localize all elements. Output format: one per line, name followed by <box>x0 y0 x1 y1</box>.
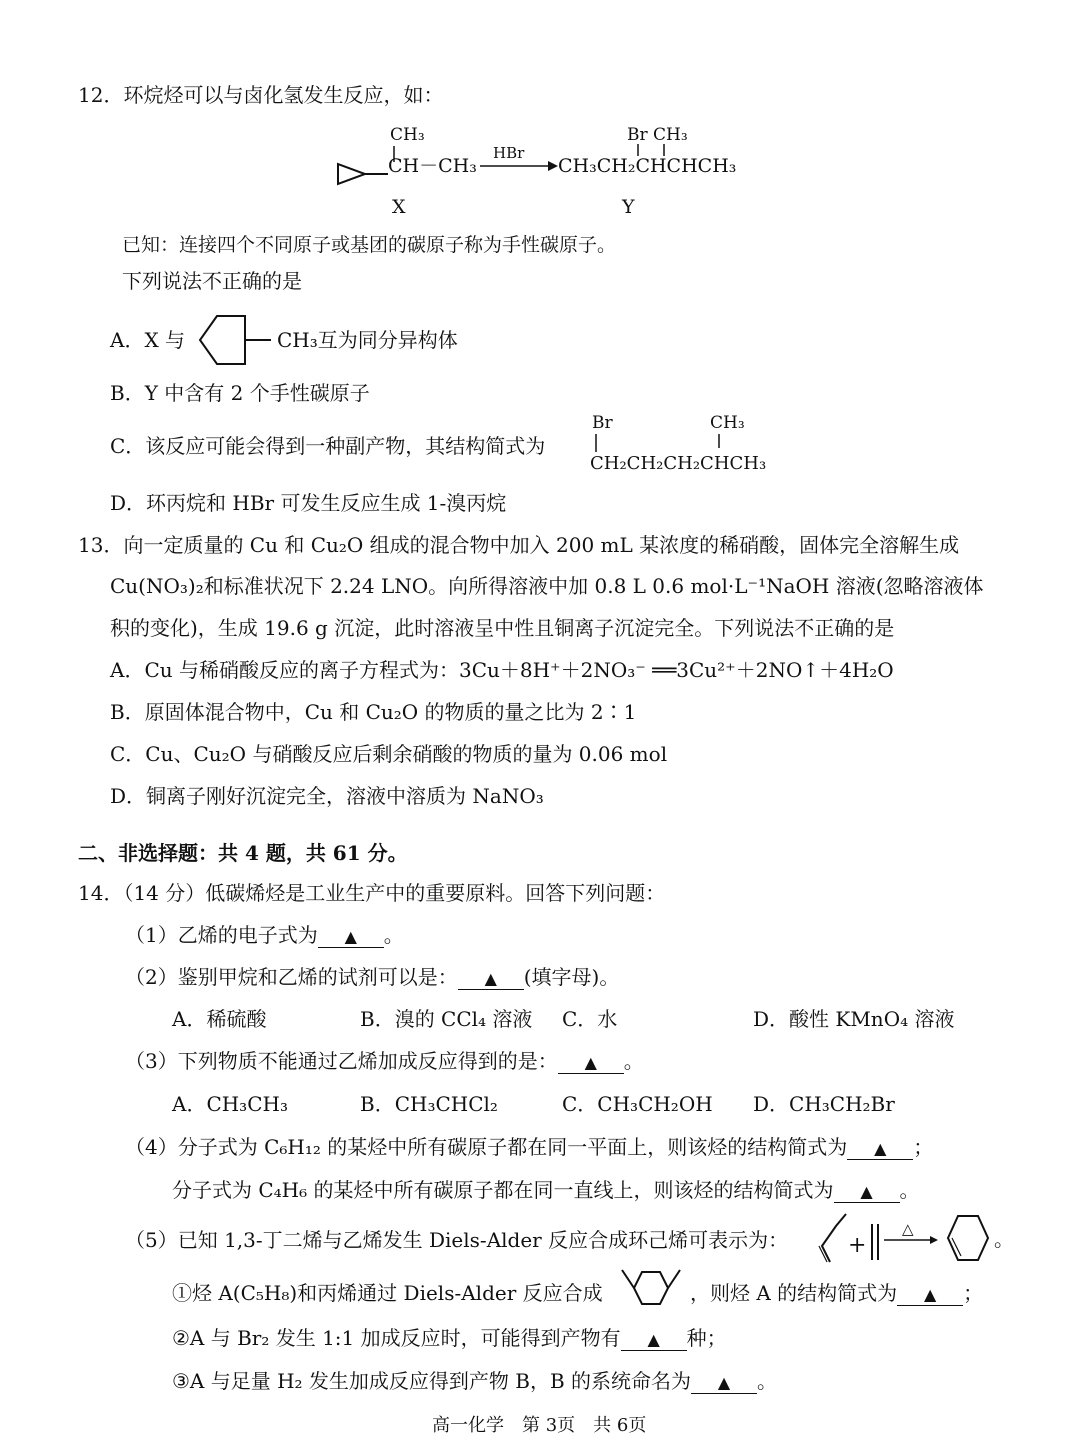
y-label: Y <box>622 196 635 218</box>
q12-stem: 12．环烷烃可以与卤化氢发生反应，如： <box>78 83 444 107</box>
q14-p2-option-b: B．溴的 CCl₄ 溶液 <box>360 1007 533 1031</box>
q14-part3-text: （3）下列物质不能通过乙烯加成反应得到的是： <box>125 1049 558 1073</box>
cyclohexene-ring-icon <box>948 1216 988 1260</box>
cyclopropane-ring <box>338 164 365 184</box>
reagent-label: HBr <box>493 144 525 162</box>
q12-known: 已知：连接四个不同原子或基团的碳原子称为手性碳原子。 <box>122 234 617 256</box>
q14-part1 <box>125 922 404 948</box>
y-substituents: Br CH₃ <box>627 125 688 145</box>
q14-part4-line1 <box>125 1134 933 1160</box>
q13-option-c: C．Cu、Cu₂O 与硝酸反应后剩余硝酸的物质的量为 0.06 mol <box>110 742 668 766</box>
q14-part2-text: （2）鉴别甲烷和乙烯的试剂可以是： <box>125 965 458 989</box>
q14-p3-option-b: B．CH₃CHCl₂ <box>360 1092 498 1116</box>
q14-sub1-end: ； <box>963 1281 984 1305</box>
q14-part3 <box>125 1048 644 1074</box>
q14-sub3-end: 。 <box>757 1369 778 1393</box>
reaction-arrow-icon <box>548 161 558 171</box>
q14-p3-option-a: A．CH₃CH₃ <box>172 1092 288 1116</box>
q14-part2-end: (填字母)。 <box>523 965 620 989</box>
q12-ask: 下列说法不正确的是 <box>122 269 302 293</box>
heat-icon: △ <box>902 1220 914 1238</box>
q14-p3-option-c: C．CH₃CH₂OH <box>562 1092 713 1116</box>
x-label: X <box>392 196 406 218</box>
y-main-chain: CH₃CH₂CHCHCH₃ <box>558 155 737 177</box>
answer-blank[interactable]: ▲ <box>897 1285 963 1306</box>
answer-blank[interactable]: ▲ <box>558 1053 624 1074</box>
q13-option-a: A．Cu 与稀硝酸反应的离子方程式为：3Cu＋8H⁺＋2NO₃⁻ ══3Cu²⁺＋2NO↑＋4H₂O <box>110 658 894 682</box>
cyclopentane-ring-icon <box>195 312 275 368</box>
q14-p2-option-c: C．水 <box>562 1007 618 1031</box>
q14-part1-text: （1）乙烯的电子式为 <box>125 923 318 947</box>
q14-sub2-text: ②A 与 Br₂ 发生 1:1 加成反应时，可能得到产物有 <box>172 1326 621 1350</box>
q12-option-a-post: CH₃互为同分异构体 <box>277 328 458 352</box>
byproduct-structure <box>588 408 798 478</box>
q14-sub1-post <box>690 1280 983 1306</box>
answer-blank[interactable]: ▲ <box>458 969 524 990</box>
q14-sub3-text: ③A 与足量 H₂ 发生加成反应得到产物 B，B 的系统命名为 <box>172 1369 692 1393</box>
q12-reaction-equation <box>330 118 750 223</box>
answer-blank[interactable]: ▲ <box>621 1330 687 1351</box>
q14-p2-option-a: A．稀硫酸 <box>172 1007 267 1031</box>
q14-part3-end: 。 <box>623 1049 644 1073</box>
byproduct-br: Br <box>592 413 613 433</box>
q13-line3: 积的变化)，生成 19.6 g 沉淀，此时溶液呈中性且铜离子沉淀完全。下列说法不正确的是 <box>110 616 895 640</box>
answer-blank[interactable]: ▲ <box>318 927 384 948</box>
byproduct-formula: CH₂CH₂CH₂CHCH₃ <box>590 453 767 474</box>
section-2-heading: 二、非选择题：共 4 题，共 61 分。 <box>78 841 408 865</box>
answer-blank[interactable]: ▲ <box>691 1373 757 1394</box>
answer-blank[interactable]: ▲ <box>834 1182 900 1203</box>
q12-option-c: C．该反应可能会得到一种副产物，其结构简式为 <box>110 434 546 458</box>
page-footer: 高一化学 第 3页 共 6页 <box>432 1415 647 1436</box>
q14-sub2-end: 种； <box>686 1326 727 1350</box>
q14-part5-end: 。 <box>994 1227 1014 1251</box>
q14-part4b-end: 。 <box>899 1178 920 1202</box>
q14-part1-end: 。 <box>383 923 404 947</box>
q14-sub1-pre: ①烃 A(C₅H₈)和丙烯通过 Diels-Alder 反应合成 <box>172 1281 603 1305</box>
x-substituent: CH₃ <box>390 125 425 145</box>
byproduct-ch3: CH₃ <box>710 413 745 433</box>
q14-part4a-end: ； <box>913 1135 934 1159</box>
q13-option-d: D．铜离子刚好沉淀完全，溶液中溶质为 NaNO₃ <box>110 784 544 808</box>
q14-part4b-text: 分子式为 C₄H₆ 的某烃中所有碳原子都在同一直线上，则该烃的结构简式为 <box>172 1178 834 1202</box>
q14-sub1-mid: ，则烃 A 的结构简式为 <box>690 1281 898 1305</box>
q12-option-a-pre: A．X 与 <box>110 328 186 352</box>
q13-line2: Cu(NO₃)₂和标准状况下 2.24 LNO。向所得溶液中加 0.8 L 0.6 mol·L⁻¹NaOH 溶液(忽略溶液体 <box>110 574 984 598</box>
q13-line1: 13．向一定质量的 Cu 和 Cu₂O 组成的混合物中加入 200 mL 某浓度的稀硝酸，固体完全溶解生成 <box>78 533 960 557</box>
q14-part4a-text: （4）分子式为 C₆H₁₂ 的某烃中所有碳原子都在同一平面上，则该烃的结构简式为 <box>125 1135 848 1159</box>
q14-sub2 <box>172 1325 727 1351</box>
q12-option-b: B．Y 中含有 2 个手性碳原子 <box>110 381 370 405</box>
methylcyclohexene-icon <box>620 1262 684 1312</box>
q14-p2-option-d: D．酸性 KMnO₄ 溶液 <box>753 1007 955 1031</box>
q14-part4-line2 <box>172 1177 920 1203</box>
q13-option-b: B．原固体混合物中，Cu 和 Cu₂O 的物质的量之比为 2∶1 <box>110 700 637 724</box>
q12-option-d: D．环丙烷和 HBr 可发生反应生成 1-溴丙烷 <box>110 491 507 515</box>
x-main-chain: CH－CH₃ <box>388 155 477 177</box>
q14-part2 <box>125 964 619 990</box>
q14-part5: （5）已知 1,3-丁二烯与乙烯发生 Diels-Alder 反应合成环己烯可表示为： <box>125 1228 789 1252</box>
q14-sub3 <box>172 1368 777 1394</box>
reaction-arrow-icon <box>930 1236 938 1244</box>
q14-p3-option-d: D．CH₃CH₂Br <box>753 1092 895 1116</box>
q14-stem: 14．（14 分）低碳烯烃是工业生产中的重要原料。回答下列问题： <box>78 881 666 905</box>
diels-alder-scheme <box>818 1210 1014 1270</box>
answer-blank[interactable]: ▲ <box>847 1139 913 1160</box>
plus-icon: + <box>848 1233 867 1258</box>
